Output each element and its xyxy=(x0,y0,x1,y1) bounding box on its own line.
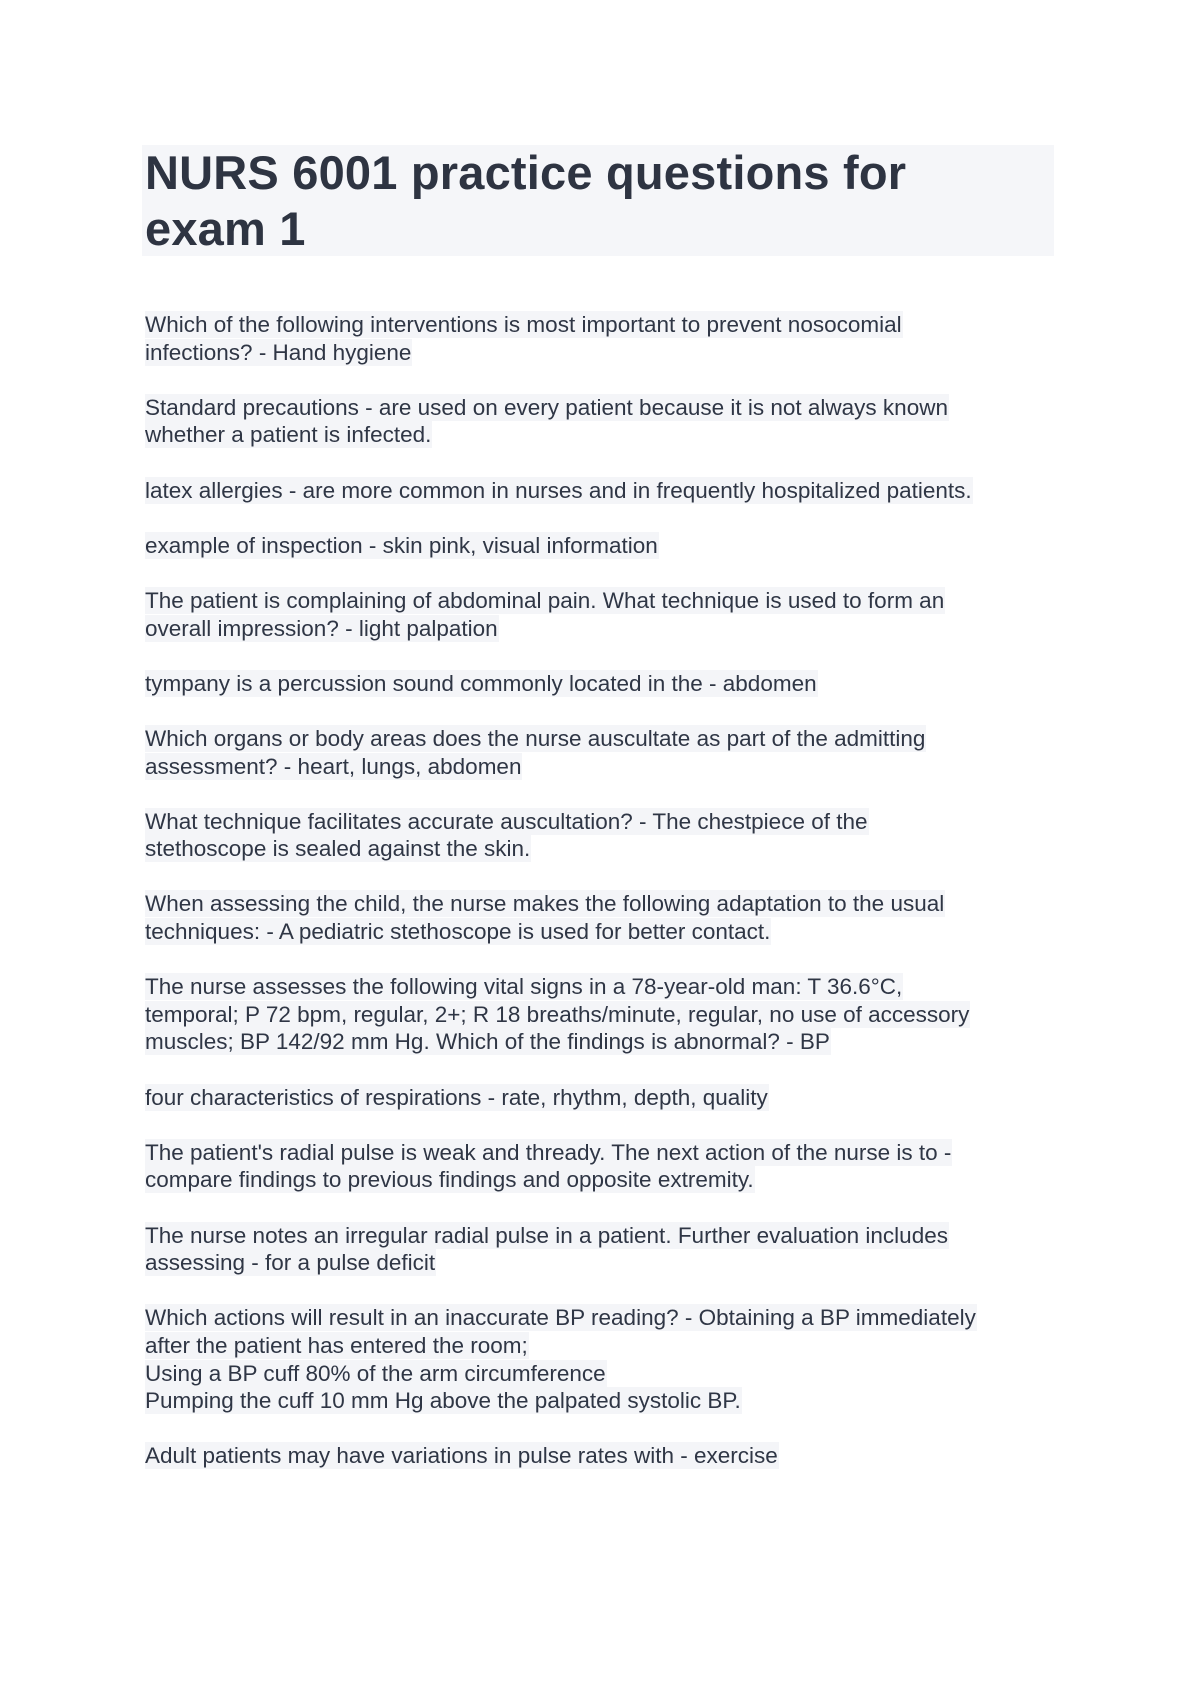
text-line xyxy=(145,1166,1075,1194)
text-line xyxy=(145,1084,1075,1112)
question-answer-item xyxy=(145,1084,1075,1112)
text-line xyxy=(145,1028,1075,1056)
question-answer-item xyxy=(145,973,1075,1056)
text-line-content: muscles; BP 142/92 mm Hg. Which of the findings is abnormal? - BP xyxy=(145,1029,830,1055)
question-answer-item xyxy=(145,587,1075,642)
text-line xyxy=(145,615,1075,643)
question-answer-item xyxy=(145,477,1075,505)
text-line-content: after the patient has entered the room; xyxy=(145,1332,528,1358)
text-line xyxy=(145,1360,1075,1388)
text-line-content: The nurse assesses the following vital signs in a 78-year-old man: T 36.6°C, xyxy=(145,974,903,1000)
text-line-content: The patient's radial pulse is weak and thready. The next action of the nurse is to - xyxy=(145,1139,952,1165)
text-line-content: What technique facilitates accurate auscultation? - The chestpiece of the xyxy=(145,808,868,834)
text-line-content: Adult patients may have variations in pulse rates with - exercise xyxy=(145,1443,778,1469)
document-title xyxy=(142,145,1054,257)
question-answer-item xyxy=(145,1222,1075,1277)
question-answer-item xyxy=(145,311,1075,366)
question-answer-item xyxy=(145,532,1075,560)
text-line-content: When assessing the child, the nurse makes the following adaptation to the usual xyxy=(145,891,945,917)
text-line xyxy=(145,311,1075,339)
question-answer-item xyxy=(145,1304,1075,1414)
text-line xyxy=(145,421,1075,449)
text-line xyxy=(145,1222,1075,1250)
text-line xyxy=(145,753,1075,781)
text-line xyxy=(145,670,1075,698)
text-line-content: infections? - Hand hygiene xyxy=(145,339,412,365)
text-line-content: Pumping the cuff 10 mm Hg above the palpated systolic BP. xyxy=(145,1388,741,1414)
text-line xyxy=(145,1304,1075,1332)
question-answer-item xyxy=(145,890,1075,945)
document-title-line: exam 1 xyxy=(145,202,306,255)
question-answer-item xyxy=(145,394,1075,449)
text-line-content: overall impression? - light palpation xyxy=(145,615,498,641)
text-line xyxy=(145,394,1075,422)
question-answer-item xyxy=(145,725,1075,780)
text-line xyxy=(145,1249,1075,1277)
text-line-content: Which organs or body areas does the nurse auscultate as part of the admitting xyxy=(145,725,926,751)
text-line xyxy=(145,890,1075,918)
question-answer-item xyxy=(145,808,1075,863)
text-line-content: assessing - for a pulse deficit xyxy=(145,1250,436,1276)
text-line-content: whether a patient is infected. xyxy=(145,422,432,448)
question-answer-list xyxy=(145,311,1075,1498)
text-line xyxy=(145,339,1075,367)
text-line-content: techniques: - A pediatric stethoscope is used for better contact. xyxy=(145,919,771,945)
title-block xyxy=(142,145,1054,256)
text-line-content: example of inspection - skin pink, visual information xyxy=(145,532,658,558)
document-title-line: NURS 6001 practice questions for xyxy=(145,146,907,199)
text-line-content: Using a BP cuff 80% of the arm circumference xyxy=(145,1360,606,1386)
text-line-content: temporal; P 72 bpm, regular, 2+; R 18 breaths/minute, regular, no use of accessory xyxy=(145,1001,970,1027)
text-line xyxy=(145,587,1075,615)
text-line xyxy=(145,1139,1075,1167)
text-line-content: compare findings to previous findings and opposite extremity. xyxy=(145,1167,754,1193)
text-line xyxy=(145,808,1075,836)
text-line-content: Which actions will result in an inaccurate BP reading? - Obtaining a BP immediately xyxy=(145,1305,976,1331)
text-line-content: tympany is a percussion sound commonly located in the - abdomen xyxy=(145,670,817,696)
text-line xyxy=(145,918,1075,946)
text-line-content: The patient is complaining of abdominal pain. What technique is used to form an xyxy=(145,587,945,613)
text-line xyxy=(145,973,1075,1001)
text-line xyxy=(145,1387,1075,1415)
text-line xyxy=(145,1442,1075,1470)
question-answer-item xyxy=(145,1139,1075,1194)
text-line-content: four characteristics of respirations - rate, rhythm, depth, quality xyxy=(145,1084,768,1110)
text-line xyxy=(145,477,1075,505)
text-line-content: Which of the following interventions is most important to prevent nosocomial xyxy=(145,312,902,337)
text-line xyxy=(145,532,1075,560)
text-line xyxy=(145,725,1075,753)
text-line-content: Standard precautions - are used on every patient because it is not always known xyxy=(145,394,948,420)
question-answer-item xyxy=(145,670,1075,698)
question-answer-item xyxy=(145,1442,1075,1470)
text-line-content: latex allergies - are more common in nurses and in frequently hospitalized patients. xyxy=(145,477,972,503)
text-line xyxy=(145,1332,1075,1360)
text-line-content: stethoscope is sealed against the skin. xyxy=(145,836,531,862)
text-line xyxy=(145,1001,1075,1029)
text-line-content: The nurse notes an irregular radial pulse in a patient. Further evaluation includes xyxy=(145,1222,948,1248)
text-line xyxy=(145,835,1075,863)
text-line-content: assessment? - heart, lungs, abdomen xyxy=(145,753,522,779)
